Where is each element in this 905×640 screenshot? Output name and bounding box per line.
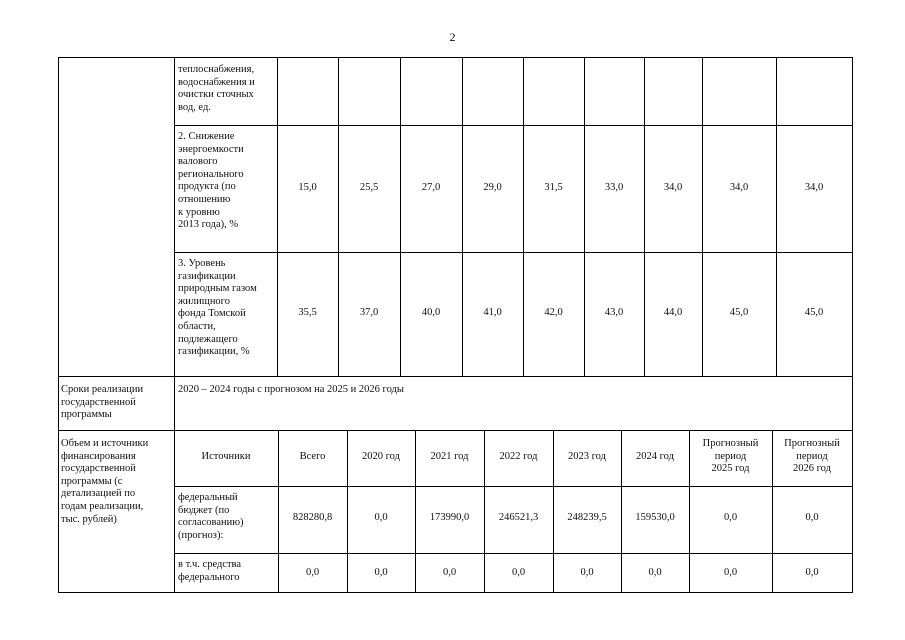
financing-header: 2020 год	[362, 451, 400, 462]
indicator-value: 27,0	[421, 182, 441, 193]
financing-value: 0,0	[805, 567, 819, 578]
indicator-value: 37,0	[359, 307, 379, 318]
deadline-value: 2020 – 2024 годы с прогнозом на 2025 и 2026 годы	[178, 384, 404, 395]
indicator-value: 34,0	[663, 182, 683, 193]
financing-header: Прогнозный период 2025 год	[702, 438, 759, 475]
financing-value: 0,0	[374, 512, 388, 523]
indicator-value: 25,5	[359, 182, 379, 193]
indicator-value: 44,0	[663, 307, 683, 318]
indicator-value: 15,0	[298, 182, 317, 193]
financing-value: 246521,3	[498, 512, 539, 523]
indicator-value: 42,0	[544, 307, 563, 318]
financing-header: 2024 год	[636, 451, 674, 462]
financing-header: Прогнозный период 2026 год	[784, 438, 840, 475]
financing-value: 0,0	[305, 567, 320, 578]
financing-value: 0,0	[723, 567, 738, 578]
financing-value: 0,0	[374, 567, 388, 578]
financing-value: 159530,0	[635, 512, 675, 523]
financing-header: 2022 год	[499, 451, 538, 462]
indicator-value: 43,0	[604, 307, 624, 318]
financing-source: федеральный бюджет (по согласованию) (прогноз):	[178, 492, 244, 541]
financing-label: Объем и источники финансирования государственной программы (с детализацией по годам реализации, тыс. рублей)	[61, 438, 149, 525]
indicator-value: 35,5	[298, 307, 317, 318]
financing-value: 173990,0	[429, 512, 470, 523]
financing-value: 0,0	[511, 567, 526, 578]
financing-value: 0,0	[723, 512, 738, 523]
indicator-value: 29,0	[483, 182, 502, 193]
financing-header: 2023 год	[568, 451, 606, 462]
financing-header: Всего	[299, 451, 326, 462]
indicator-value: 33,0	[604, 182, 624, 193]
financing-header: Источники	[201, 451, 251, 462]
indicator-value: 31,5	[544, 182, 563, 193]
indicator-value: 41,0	[483, 307, 502, 318]
indicator-value: 40,0	[421, 307, 441, 318]
indicator-value: 45,0	[804, 307, 824, 318]
indicator-value: 34,0	[729, 182, 749, 193]
indicator-label: 2. Снижение энергоемкости валового регионального продукта (по отношению к уровню 2013 года), %	[178, 131, 244, 231]
financing-value: 0,0	[442, 567, 457, 578]
financing-value: 248239,5	[567, 512, 607, 523]
financing-value: 0,0	[580, 567, 594, 578]
indicator-value: 34,0	[804, 182, 824, 193]
deadline-label: Сроки реализации государственной программы	[61, 384, 144, 421]
financing-value: 828280,8	[292, 512, 333, 523]
page-number: 2	[449, 30, 456, 44]
indicator-value: 45,0	[729, 307, 749, 318]
financing-value: 0,0	[648, 567, 662, 578]
indicator-label: 3. Уровень газификации природным газом жилищного фонда Томской области, подлежащего газификации, %	[178, 258, 257, 358]
indicator-label: теплоснабжения, водоснабжения и очистки сточных вод, ед.	[178, 64, 255, 113]
financing-value: 0,0	[805, 512, 819, 523]
financing-source: в т.ч. средства федерального	[178, 559, 242, 583]
financing-header: 2021 год	[430, 451, 469, 462]
